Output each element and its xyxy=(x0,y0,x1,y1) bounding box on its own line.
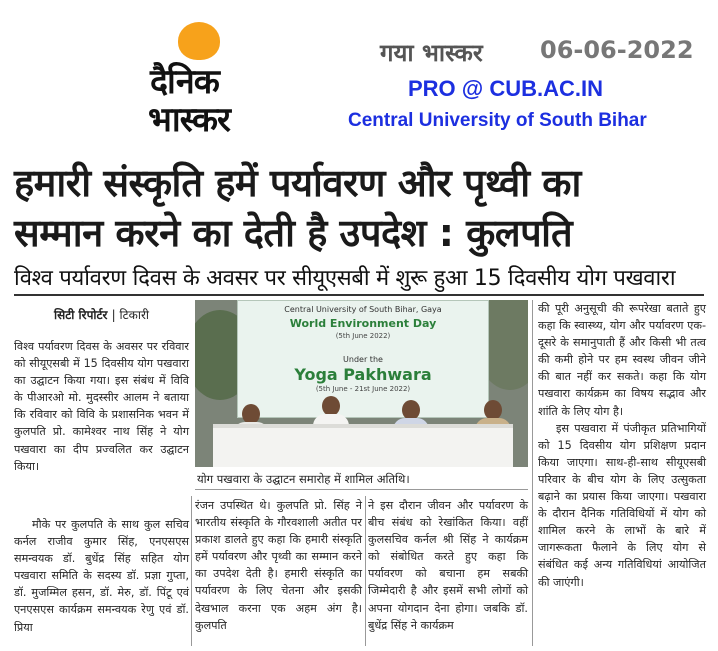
article-column-2: रंजन उपस्थित थे। कुलपति प्रो. सिंह ने भारतीय संस्कृति के गौरवशाली अतीत पर प्रकाश डालते हुए कहा कि हमारी संस्कृति हमें पर्यावरण और पृथ्वी का सम्मान करने का उपदेश देती है। हमारी संस्कृति का पर्यावरण के लिए चेतना और इसकी देखभाल करना एक अहम अंग है। कुलपति xyxy=(195,499,362,632)
banner-event: World Environment Day xyxy=(289,317,437,330)
column-1-paragraph-2: मौके पर कुलपति के साथ कुल सचिव कर्नल राजीव कुमार सिंह, एनएसएस समन्वयक डॉ. बुधेंद्र सिंह सहित योग पखवारा समिति के सदस्य डॉ. प्रज्ञा गुप्ता, डॉ. मुजम्मिल हसन, डॉ. मेरु, डॉ. पिंटू एवं एनएसएस कार्यक्रम समन्वयक रेणु एवं डॉ. प्रिया xyxy=(14,518,189,634)
byline-place: टिकारी xyxy=(119,308,149,322)
article-column-1-continued xyxy=(14,516,189,636)
headline-divider xyxy=(14,294,704,296)
banner-duration: (5th June - 21st June 2022) xyxy=(315,385,411,393)
banner-date: (5th June 2022) xyxy=(335,332,391,340)
event-banner xyxy=(237,300,489,418)
logo-text-dainik: दैनिक xyxy=(150,62,219,102)
pro-email: PRO @ CUB.AC.IN xyxy=(408,76,604,101)
column-1-paragraph-1: विश्व पर्यावरण दिवस के अवसर पर रविवार को सीयूएसबी में 15 दिवसीय योग पखवारा का उद्घाटन किया गया। इस संबंध में विवि के पीआरओ मो. मुदस्सीर आलम ने बताया कि रविवार को विवि के प्रशासनिक भवन में कुलपति प्रो. कामेश्वर नाथ सिंह ने योग पखवारा का दीप प्रज्वलित कर उद्घाटन किया। xyxy=(14,340,189,473)
sun-logo-icon xyxy=(178,22,220,60)
column-divider xyxy=(532,300,533,646)
banner-under: Under the xyxy=(343,355,383,364)
headline-line-1: हमारी संस्कृति हमें पर्यावरण और पृथ्वी का xyxy=(14,161,581,205)
byline-reporter: सिटी रिपोर्टर xyxy=(54,308,108,322)
column-4-paragraph-2: इस पखवारा में पंजीकृत प्रतिभागियों को 15 दिवसीय योग प्रशिक्षण प्रदान किया जाएगा। साथ-ही-साथ सीयूएसबी परिवार के बीच योग के लिए उत्सुकता बढ़ाने का प्रयास किया जाएगा। पखवारा के दौरान दैनिक गतिविधियों में योग को शामिल करने के लाभों के बारे में जागरूकता फैलाने के लिए योग से संबंधित कई अन्य गतिविधियां आयोजित की जाएंगी। xyxy=(538,421,706,589)
logo-text-bhaskar: भास्कर xyxy=(148,100,230,140)
banner-yoga-pakhwara: Yoga Pakhwara xyxy=(294,365,432,384)
stage-table xyxy=(213,428,513,467)
publication-date: 06-06-2022 xyxy=(540,36,694,64)
banner-university: Central University of South Bihar, Gaya xyxy=(284,305,442,314)
article-column-4 xyxy=(538,300,706,591)
column-4-paragraph-1: की पूरी अनुसूची की रूपरेखा बताते हुए कहा कि स्वास्थ्य, योग और पर्यावरण एक-दूसरे के समानुपाती हैं और किसी भी तत्व की कमी होने पर हम स्वस्थ जीवन जीने की बात नहीं कर सकते। कहा कि योग पखवारा कार्यक्रम का विषय सद्भाव और शांति के लिए योग है। xyxy=(538,302,706,418)
article-column-1 xyxy=(14,338,189,475)
university-name: Central University of South Bihar xyxy=(348,110,647,131)
article-column-3: ने इस दौरान जीवन और पर्यावरण के बीच संबंध को रेखांकित किया। वहीं कुलसचिव कर्नल श्री सिंह ने कार्यक्रम को संबोधित करते हुए कहा कि पर्यावरण को बचाना हम सबकी जिम्मेदारी है और इसमें सभी लोगों को अपना योगदान देना होगा। जबकि डॉ. बुधेंद्र सिंह ने कार्यक्रम xyxy=(368,499,528,632)
dainik-bhaskar-logo xyxy=(148,22,268,140)
byline: सिटी रिपोर्टर | टिकारी xyxy=(54,308,149,322)
event-photo xyxy=(195,300,528,467)
subheadline: विश्व पर्यावरण दिवस के अवसर पर सीयूएसबी में शुरू हुआ 15 दिवसीय योग पखवारा xyxy=(14,266,676,291)
edition-name: गया भास्कर xyxy=(380,39,483,67)
photo-caption: योग पखवारा के उद्घाटन समारोह में शामिल अतिथि। xyxy=(195,468,528,490)
headline-line-2: सम्मान करने का देती है उपदेश : कुलपति xyxy=(14,211,573,255)
column-divider xyxy=(191,496,192,646)
column-divider xyxy=(365,496,366,646)
